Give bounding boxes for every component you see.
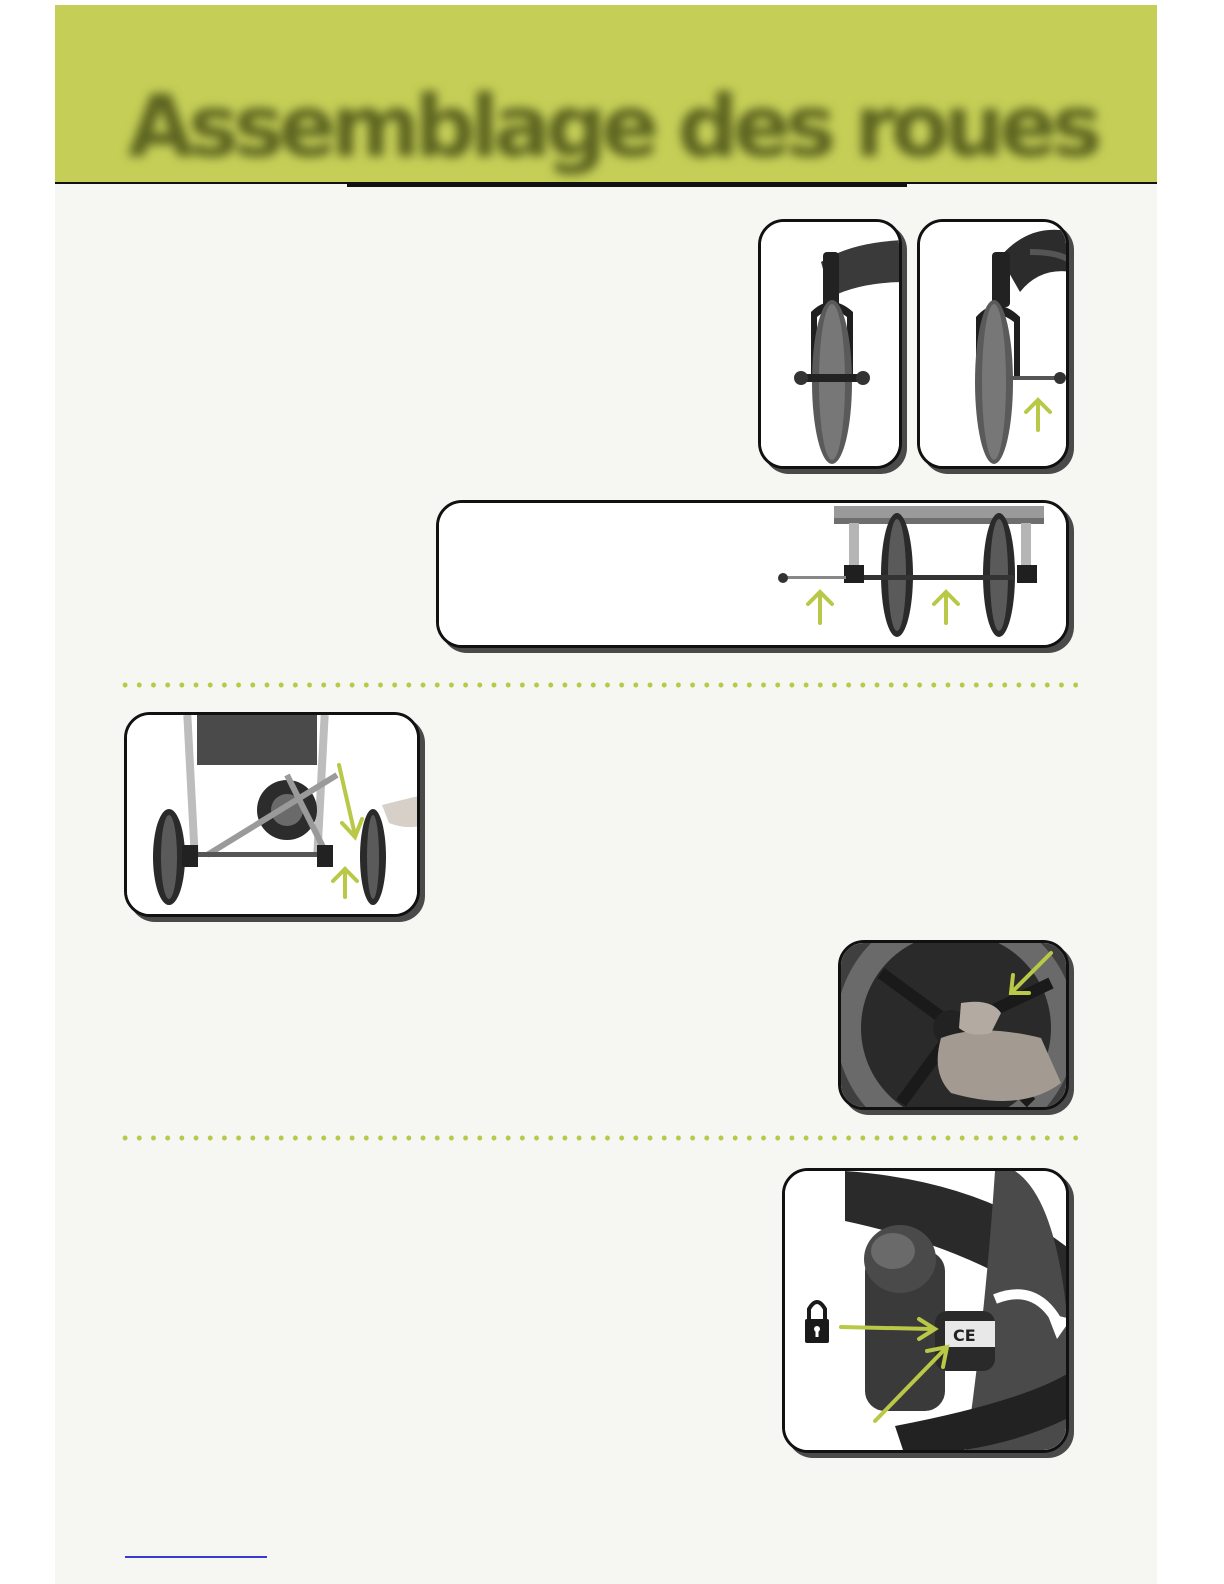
svg-text:CE: CE (953, 1326, 976, 1345)
fork-lock-knob-photo (782, 1168, 1069, 1453)
page-title: Assemblage des roues (127, 77, 1097, 177)
title-underline (347, 182, 907, 187)
rear-wheel-install-photo (124, 712, 420, 917)
wheel-release-button-photo (838, 940, 1069, 1110)
rear-axle-assembly-photo (436, 500, 1069, 648)
footer-link-underline (125, 1556, 267, 1558)
section-separator (118, 682, 1078, 688)
front-wheel-fork-photo (758, 219, 902, 469)
section-separator (118, 1135, 1078, 1141)
front-wheel-axle-photo (917, 219, 1069, 469)
